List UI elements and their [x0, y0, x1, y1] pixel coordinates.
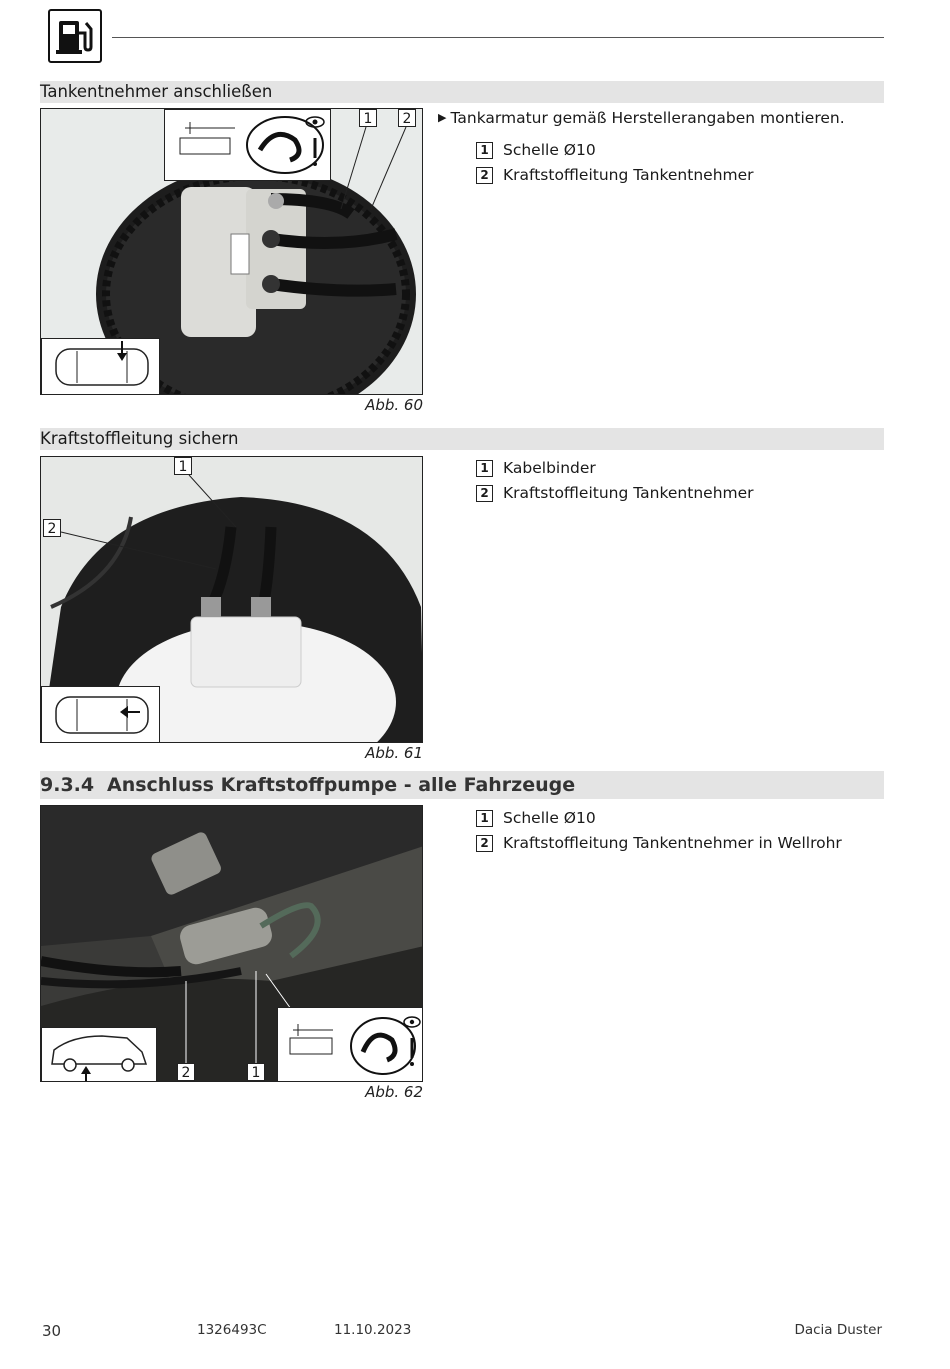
- legend-item: [476, 833, 842, 853]
- callout-2: 2: [177, 1063, 195, 1081]
- instruction: [438, 108, 878, 128]
- page-number: 30: [42, 1322, 62, 1340]
- figure-caption: Abb. 61: [365, 744, 423, 762]
- section-title: Kraftstoffleitung sichern: [40, 429, 239, 448]
- figure-caption: Abb. 60: [365, 396, 423, 414]
- legend-number: 1: [476, 810, 493, 827]
- figure-61: [40, 456, 423, 743]
- legend-number: 1: [476, 142, 493, 159]
- header-rule: [112, 37, 884, 38]
- legend-label: Kabelbinder: [503, 459, 596, 477]
- legend-list: [476, 140, 754, 185]
- section-bar: [40, 771, 884, 799]
- section-heading: Anschluss Kraftstoffpumpe - alle Fahrzeuge: [107, 774, 576, 796]
- figure-60: [40, 108, 423, 395]
- doc-number: 1326493C: [197, 1322, 267, 1338]
- callout-2: 2: [398, 109, 416, 127]
- legend-list: [476, 808, 842, 853]
- section-bar: [40, 428, 884, 450]
- legend-number: 2: [476, 485, 493, 502]
- legend-label: Kraftstoffleitung Tankentnehmer: [503, 484, 754, 502]
- section-title: Tankentnehmer anschließen: [40, 82, 273, 101]
- legend-number: 2: [476, 167, 493, 184]
- callout-1: 1: [359, 109, 377, 127]
- section-bar: [40, 81, 884, 103]
- section-number: 9.3.4: [40, 774, 95, 796]
- legend-label: Schelle Ø10: [503, 141, 596, 159]
- legend-list: [476, 458, 754, 503]
- clamp-detail-inset: [164, 109, 331, 181]
- legend-label: Kraftstoffleitung Tankentnehmer: [503, 166, 754, 184]
- figure-caption: Abb. 62: [365, 1083, 423, 1101]
- vehicle-view-inset: [41, 1027, 157, 1082]
- clamp-detail-inset: [277, 1007, 423, 1082]
- vehicle-name: Dacia Duster: [794, 1322, 882, 1338]
- legend-item: [476, 458, 754, 478]
- legend-number: 1: [476, 460, 493, 477]
- figure-62: [40, 805, 423, 1082]
- instruction-text: Tankarmatur gemäß Herstellerangaben montieren.: [450, 109, 845, 127]
- vehicle-view-inset: [41, 338, 160, 395]
- fuel-pump-icon: [48, 9, 102, 63]
- legend-item: [476, 165, 754, 185]
- legend-number: 2: [476, 835, 493, 852]
- legend-item: [476, 483, 754, 503]
- vehicle-view-inset: [41, 686, 160, 743]
- callout-1: 1: [174, 457, 192, 475]
- doc-date: 11.10.2023: [334, 1322, 412, 1338]
- callout-2: 2: [43, 519, 61, 537]
- legend-item: [476, 808, 842, 828]
- callout-1: 1: [247, 1063, 265, 1081]
- legend-label: Kraftstoffleitung Tankentnehmer in Wellrohr: [503, 834, 842, 852]
- legend-label: Schelle Ø10: [503, 809, 596, 827]
- triangle-bullet-icon: ▶: [438, 111, 447, 124]
- legend-item: [476, 140, 754, 160]
